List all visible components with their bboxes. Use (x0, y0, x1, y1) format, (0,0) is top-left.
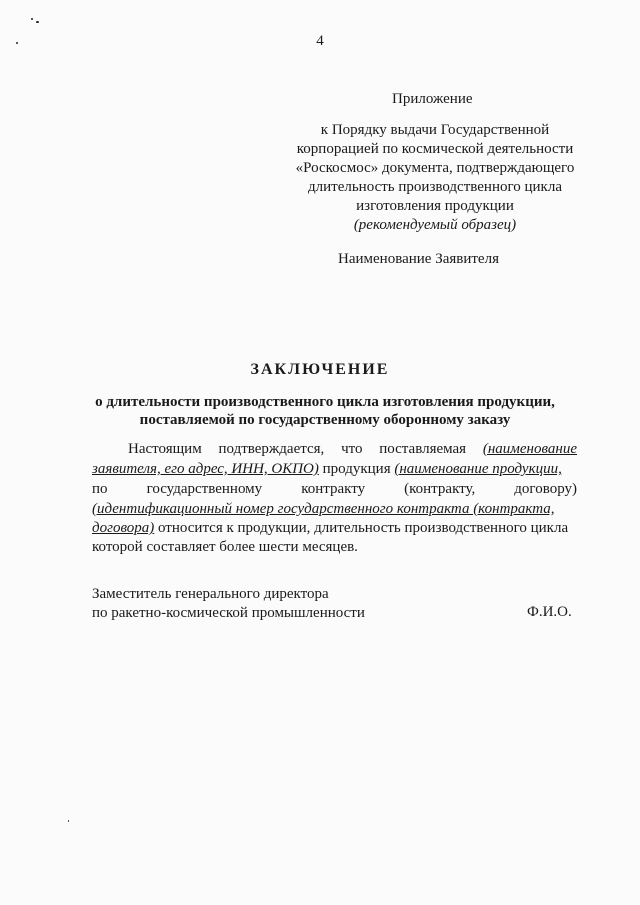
position-line: Заместитель генерального директора (92, 586, 329, 602)
body-word: поставляемая (379, 441, 467, 457)
scan-speck (68, 820, 69, 822)
appendix-line: «Роскосмос» документа, подтверждающего (295, 160, 575, 176)
subtitle-line: о длительности производственного цикла изготовления продукции, (95, 394, 555, 410)
appendix-title: Приложение (392, 91, 473, 107)
placeholder-applicant-details: заявителя, его адрес, ИНН, ОКПО) (92, 461, 319, 477)
body-line-4 (92, 501, 578, 518)
body-text: относится к продукции, длительность производственного цикла (154, 520, 569, 536)
body-line-3 (92, 481, 577, 498)
scan-speck (31, 18, 33, 20)
body-word: (контракту, (404, 481, 476, 497)
position-line: по ракетно-космической промышленности (92, 605, 365, 621)
placeholder-contract-id: (идентификационный номер государственного контракта (контракта, (92, 501, 555, 517)
body-word: государственному (146, 481, 263, 497)
body-line-2 (92, 461, 562, 478)
placeholder-contract-type: договора) (92, 520, 155, 536)
body-word: Настоящим (128, 441, 202, 457)
signatory-name: Ф.И.О. (527, 604, 572, 620)
body-line-6: которой составляет более шести месяцев. (92, 539, 358, 555)
body-word: подтверждается, (218, 441, 325, 457)
appendix-line: изготовления продукции (356, 198, 514, 214)
body-word: контракту (301, 481, 366, 497)
placeholder-product: (наименование продукции, (394, 461, 562, 477)
appendix-line: к Порядку выдачи Государственной (320, 122, 550, 138)
appendix-sample-note: (рекомендуемый образец) (353, 217, 517, 233)
appendix-line: длительность производственного цикла (308, 179, 562, 195)
body-word: договору) (514, 481, 577, 497)
body-word: что (341, 441, 363, 457)
body-word: по (92, 481, 108, 497)
body-line-1 (128, 441, 577, 458)
body-line-5 (92, 520, 568, 537)
appendix-reference (270, 121, 600, 235)
appendix-line: корпорацией по космической деятельности (296, 141, 574, 157)
signatory-position (92, 585, 365, 623)
placeholder-applicant: (наименование (482, 441, 577, 457)
page-number: 4 (316, 33, 324, 49)
applicant-name: Наименование Заявителя (338, 251, 499, 267)
body-text: продукция (318, 461, 395, 477)
document-subtitle (80, 393, 570, 429)
document-title: ЗАКЛЮЧЕНИЕ (250, 361, 390, 378)
scan-speck (36, 21, 39, 23)
subtitle-line: поставляемой по государственному оборонному заказу (139, 412, 511, 428)
